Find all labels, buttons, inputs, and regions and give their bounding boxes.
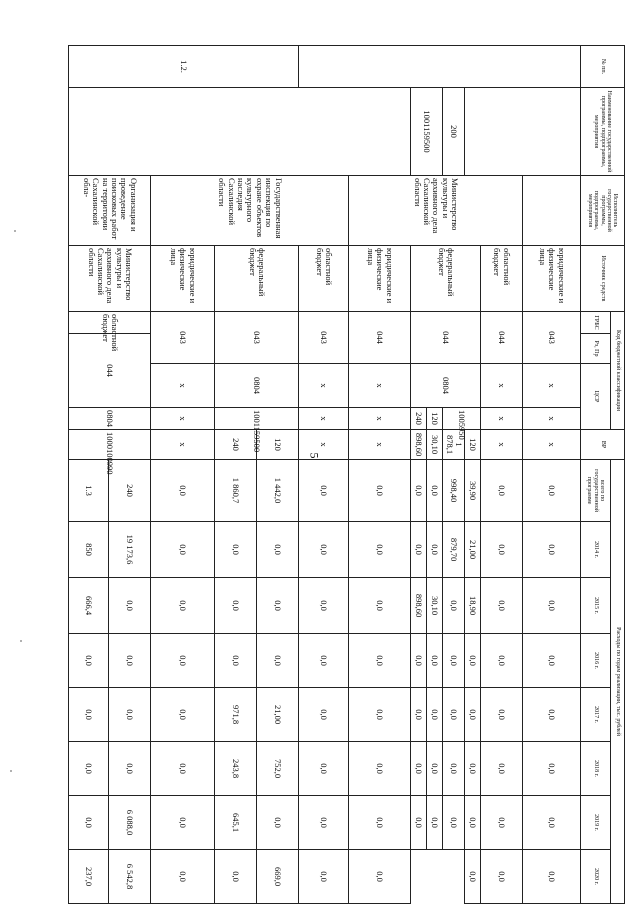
cell-2016: 0,0	[299, 634, 349, 688]
cell-2016: 0,0	[69, 742, 109, 796]
cell-2020: 0,0	[427, 796, 443, 850]
cell-2018: 6 088,0	[109, 796, 151, 850]
cell-2014: 0,0	[257, 522, 299, 578]
cell-2017: 971,8	[215, 688, 257, 742]
cell-2019: 0,0	[427, 742, 443, 796]
cell-2016: 0,0	[523, 634, 581, 688]
cell-2014: 0,0	[109, 578, 151, 634]
cell-rzpr: x	[299, 364, 349, 408]
cell-num-prev	[299, 46, 581, 88]
cell-2018: 237,0	[69, 850, 109, 904]
cell-2017: 0,0	[443, 634, 465, 688]
cell-2018: 0,0	[481, 742, 523, 796]
cell-2017: 0,0	[427, 634, 443, 688]
header-num: № пп.	[581, 46, 625, 88]
cell-2020: 0,0	[299, 850, 349, 904]
cell-total: 666,4	[69, 578, 109, 634]
header-name: Наименование государственной программы, подпрограммы, мероприятия	[581, 88, 625, 176]
cell-source: юридические и физические лица	[349, 246, 411, 312]
cell-source: юридические и физические лица	[151, 246, 215, 312]
cell-executor: Министерство культуры и архивного дела Сахалинской области	[349, 176, 523, 246]
cell-2015: 0,0	[481, 578, 523, 634]
cell-2015: 0,0	[349, 578, 411, 634]
cell-vr: 850	[69, 522, 109, 578]
cell-2015: 0,0	[257, 578, 299, 634]
cell-2017: 21,00	[257, 688, 299, 742]
cell-csr: 1005950	[443, 408, 481, 430]
cell-vr: 120	[427, 408, 443, 430]
cell-2018: 0,0	[349, 742, 411, 796]
cell-2014: 0,0	[349, 522, 411, 578]
cell-2014: 998,40	[443, 460, 465, 522]
header-rzpr: Рз, Пр	[581, 334, 611, 364]
cell-num-1-3: 1.3	[69, 460, 109, 522]
cell-csr: 1000100990	[69, 430, 151, 460]
cell-2018: 0,0	[523, 742, 581, 796]
cell-grbs: 043	[215, 312, 299, 364]
cell-total: 0,0	[299, 460, 349, 522]
cell-grbs: 044	[349, 312, 411, 364]
cell-2020: 0,0	[523, 850, 581, 904]
cell-2018: 752,0	[257, 742, 299, 796]
cell-2018: 0,0	[443, 688, 465, 742]
header-year-2014: 2014 г.	[581, 522, 611, 578]
cell-total: 0,0	[151, 460, 215, 522]
cell-2016: 0,0	[443, 578, 465, 634]
cell-2018: 0,0	[411, 688, 427, 742]
header-year-2015: 2015 г.	[581, 578, 611, 634]
cell-grbs: 044	[69, 334, 151, 408]
cell-2014: 0,0	[411, 460, 427, 522]
cell-vr: x	[481, 430, 523, 460]
cell-2018: 0,0	[427, 688, 443, 742]
header-vr: ВР	[581, 430, 625, 460]
cell-2019: 6 542,8	[109, 850, 151, 904]
cell-rzpr: x	[151, 364, 215, 408]
table-row	[427, 46, 443, 904]
cell-2015: 0,0	[69, 688, 109, 742]
cell-2014: 21,00	[465, 522, 481, 578]
cell-2019: 0,0	[523, 796, 581, 850]
cell-csr: 1001159500	[411, 88, 443, 176]
cell-total: 19 173,6	[109, 522, 151, 578]
cell-2020: 669,0	[257, 850, 299, 904]
cell-grbs: 044	[481, 312, 523, 364]
header-source: Источник средств	[581, 246, 625, 312]
scan-speck	[14, 230, 16, 232]
cell-2016: 0,0	[215, 634, 257, 688]
cell-total: 0,0	[523, 460, 581, 522]
header-year-2016: 2016 г.	[581, 634, 611, 688]
cell-2016: 30,10	[427, 578, 443, 634]
cell-2018: 0,0	[465, 742, 481, 796]
table-row	[523, 46, 581, 904]
header-total: всего по государственной программе	[581, 460, 611, 522]
header-csr: ЦСР	[581, 364, 611, 430]
header-kbk: Код бюджетной классификации	[611, 312, 625, 430]
cell-vr: x	[523, 430, 581, 460]
scan-speck	[20, 640, 22, 642]
cell-csr: x	[481, 408, 523, 430]
cell-2019: 0,0	[465, 796, 481, 850]
cell-2018: 0,0	[151, 742, 215, 796]
header-year-2017: 2017 г.	[581, 688, 611, 742]
cell-total: 0,0	[349, 460, 411, 522]
cell-2015: 879,70	[443, 522, 465, 578]
cell-rzpr: x	[349, 364, 411, 408]
cell-2017: 0,0	[465, 688, 481, 742]
cell-2014: 0,0	[215, 522, 257, 578]
cell-executor: Государственная инспекция по охране объектов культурного наследия Сахалинской области	[151, 176, 349, 246]
cell-2015: 0,0	[299, 578, 349, 634]
cell-2015: 0,0	[109, 634, 151, 688]
cell-num-1-2: 1.2.	[69, 46, 299, 88]
cell-2020: 0,0	[411, 796, 427, 850]
cell-vr: x	[299, 430, 349, 460]
cell-2020: 0,0	[443, 796, 465, 850]
cell-2015: 0,0	[523, 578, 581, 634]
rotated-table-container	[82, 45, 625, 903]
cell-total: 0,0	[481, 460, 523, 522]
cell-grbs: 043	[151, 312, 215, 364]
cell-2016: 0,0	[481, 634, 523, 688]
header-executor: Исполнитель государственной программы, подпрограммы, мероприятия	[581, 176, 625, 246]
cell-source: юридические и физические лица	[523, 246, 581, 312]
cell-total: 30,10	[427, 430, 443, 460]
cell-2016: 0,0	[257, 634, 299, 688]
cell-rzpr: x	[523, 364, 581, 408]
cell-2014: 0,0	[481, 522, 523, 578]
cell-2018: 243,8	[215, 742, 257, 796]
cell-2016: 0,0	[465, 634, 481, 688]
cell-2019: 0,0	[481, 796, 523, 850]
cell-2020: 0,0	[215, 850, 257, 904]
cell-2014: 0,0	[427, 460, 443, 522]
cell-2014: 0,0	[299, 522, 349, 578]
cell-name-1-2	[69, 88, 411, 176]
cell-2017: 0,0	[411, 634, 427, 688]
cell-2017: 0,0	[523, 688, 581, 742]
header-year-2018: 2018 г.	[581, 742, 611, 796]
header-year-2019: 2019 г.	[581, 796, 611, 850]
cell-2019: 0,0	[257, 796, 299, 850]
cell-2015: 0,0	[427, 522, 443, 578]
cell-2019: 645,1	[215, 796, 257, 850]
cell-vr: 240	[215, 430, 257, 460]
cell-2014: 0,0	[151, 522, 215, 578]
cell-grbs: 044	[411, 312, 481, 364]
cell-vr: 200	[443, 88, 465, 176]
cell-csr: x	[151, 408, 215, 430]
cell-vr: 120	[465, 430, 481, 460]
cell-2016: 0,0	[151, 634, 215, 688]
cell-2020: 0,0	[349, 850, 411, 904]
cell-2018: 0,0	[299, 742, 349, 796]
cell-grbs: 043	[299, 312, 349, 364]
cell-2020: 0,0	[151, 850, 215, 904]
cell-vr: x	[349, 430, 411, 460]
cell-source: областной бюджет	[481, 246, 523, 312]
cell-source: федеральный бюджет	[411, 246, 481, 312]
scan-speck	[10, 770, 12, 772]
cell-vr: 240	[411, 408, 427, 430]
cell-name-1-3: Организация и проведение поисковых работ на территории Сахалинской обла-	[69, 176, 151, 246]
cell-csr: x	[299, 408, 349, 430]
cell-2015: 18,90	[465, 578, 481, 634]
cell-2017: 0,0	[109, 742, 151, 796]
cell-2015: 0,0	[215, 578, 257, 634]
cell-2017: 0,0	[481, 688, 523, 742]
cell-2019: 0,0	[299, 796, 349, 850]
cell-source: областной бюджет	[69, 312, 151, 334]
cell-rzpr: x	[481, 364, 523, 408]
cell-rzpr: 0804	[411, 364, 481, 408]
cell-2017: 0,0	[69, 796, 109, 850]
cell-total: 39,90	[465, 460, 481, 522]
cell-2016: 898,60	[411, 578, 427, 634]
cell-grbs: 043	[523, 312, 581, 364]
cell-vr: 240	[109, 460, 151, 522]
table-row	[349, 46, 411, 904]
expenditure-table	[68, 45, 625, 904]
header-year-2020: 2020 г.	[581, 850, 611, 904]
cell-rzpr: 0804	[69, 408, 151, 430]
cell-2019: 0,0	[443, 742, 465, 796]
cell-2015: 0,0	[151, 578, 215, 634]
cell-2019: 0,0	[151, 796, 215, 850]
cell-2017: 0,0	[349, 688, 411, 742]
cell-name-prev	[465, 88, 581, 176]
cell-2019: 0,0	[411, 742, 427, 796]
cell-total: 1 442,0	[257, 460, 299, 522]
cell-vr: x	[151, 430, 215, 460]
cell-rzpr: 0804	[215, 364, 299, 408]
cell-vr: 120	[257, 430, 299, 460]
cell-total: 1 860,7	[215, 460, 257, 522]
cell-2014: 0,0	[523, 522, 581, 578]
cell-2017: 0,0	[151, 688, 215, 742]
cell-source: федеральный бюджет	[215, 246, 299, 312]
cell-2019: 0,0	[349, 796, 411, 850]
cell-2016: 0,0	[349, 634, 411, 688]
cell-csr: x	[523, 408, 581, 430]
cell-csr: x	[349, 408, 411, 430]
table-row	[443, 46, 465, 904]
cell-source: областной бюджет	[299, 246, 349, 312]
cell-2017: 0,0	[299, 688, 349, 742]
cell-2020: 0,0	[465, 850, 481, 904]
header-expenses: Расходы по годам реализации, тыс. рублей	[611, 460, 625, 904]
page-number: 5	[307, 452, 322, 459]
cell-2016: 0,0	[109, 688, 151, 742]
cell-csr: 1001159500	[215, 408, 299, 430]
cell-total: 898,60	[411, 430, 427, 460]
header-grbs: ГРБС	[581, 312, 611, 334]
table-viewport	[82, 45, 625, 903]
cell-2015: 0,0	[411, 522, 427, 578]
cell-executor: Министерство культуры и архивного дела Сахалинской области	[69, 246, 151, 312]
cell-2020: 0,0	[481, 850, 523, 904]
cell-2014: 0,0	[69, 634, 109, 688]
cell-total: 1 878,1	[443, 430, 465, 460]
cell-exec-prev	[523, 176, 581, 246]
